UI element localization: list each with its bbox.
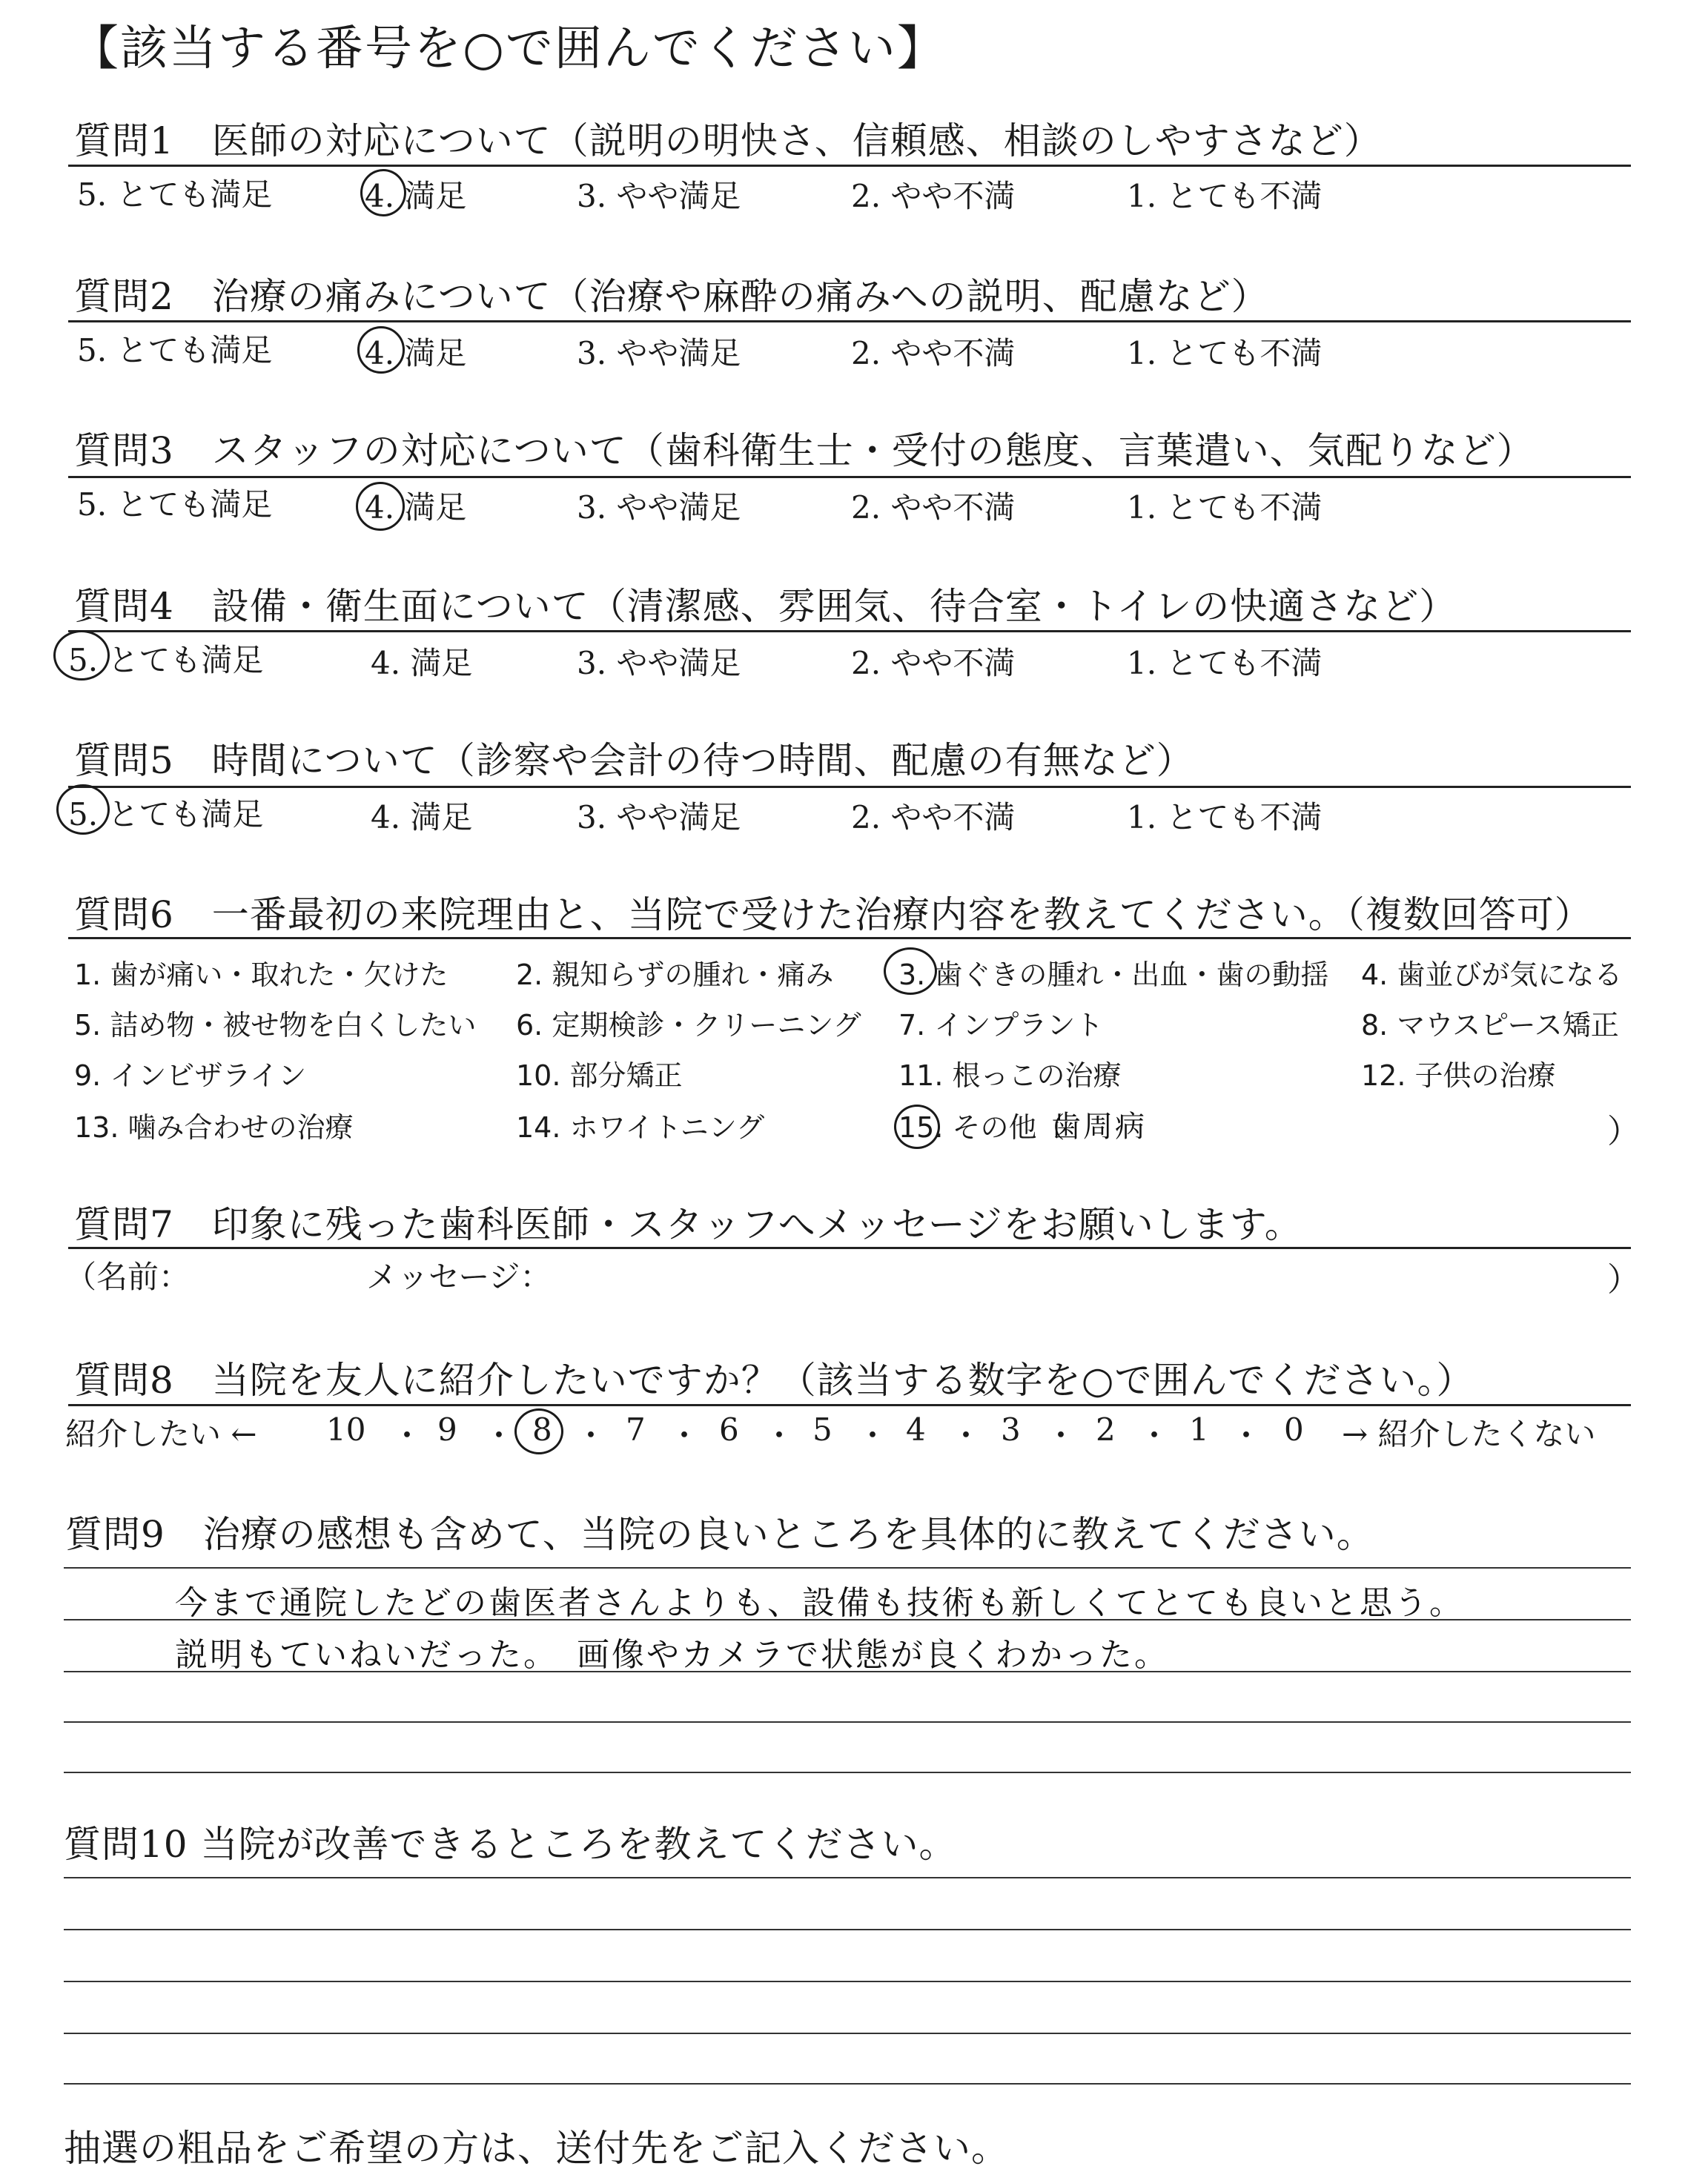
q7-name-label[interactable]: （名前： [65, 1259, 191, 1295]
q6-option-2[interactable]: 2. 親知らずの腫れ・痛み [516, 958, 834, 991]
q6-option-4[interactable]: 4. 歯並びが気になる [1361, 958, 1623, 991]
q8-rule [68, 1404, 1631, 1406]
q9-handwritten-line-1: 今まで通院したどの歯医者さんよりも、設備も技術も新しくてとても良いと思う。 [175, 1584, 1464, 1622]
q10-writing-line [64, 1929, 1631, 1930]
q10-writing-line [64, 1981, 1631, 1982]
q5-rule [68, 786, 1631, 788]
q10-writing-line [64, 1877, 1631, 1878]
q8-sep: ・ [391, 1417, 423, 1454]
q9-heading: 質問9 治療の感想も含めて、当院の良いところを具体的に教えてください。 [65, 1513, 1374, 1556]
q6-selection-circle-15 [894, 1105, 940, 1149]
q5-selection-circle [56, 784, 110, 835]
q6-option-7[interactable]: 7. インプラント [898, 1009, 1104, 1042]
q8-scale-3[interactable]: 3 [1001, 1411, 1021, 1448]
q3-rule [68, 476, 1631, 478]
q5-option-1[interactable]: 1. とても不満 [1127, 799, 1323, 835]
q3-heading: 質問3 スタッフの対応について（歯科衛生士・受付の態度、言葉遣い、気配りなど） [74, 429, 1535, 472]
q7-message-label[interactable]: メッセージ： [366, 1259, 552, 1295]
q6-option-6[interactable]: 6. 定期検診・クリーニング [516, 1009, 861, 1042]
q2-rule [68, 320, 1631, 322]
q8-sep: ・ [669, 1417, 701, 1454]
page-title: 【該当する番号を○で囲んでください】 [71, 21, 946, 76]
q2-option-1[interactable]: 1. とても不満 [1127, 335, 1323, 371]
q6-option-15[interactable]: 15. その他（ [898, 1111, 1065, 1144]
q3-option-3[interactable]: 3. やや満足 [577, 489, 741, 526]
q9-writing-line [64, 1619, 1631, 1620]
q10-heading: 質問10 当院が改善できるところを教えてください。 [64, 1823, 957, 1866]
q10-writing-line [64, 2033, 1631, 2034]
q4-selection-circle [53, 630, 110, 681]
q4-heading: 質問4 設備・衛生面について（清潔感、雰囲気、待合室・トイレの快適さなど） [74, 585, 1457, 628]
footer-note: 抽選の粗品をご希望の方は、送付先をご記入ください。 [64, 2127, 1009, 2170]
q8-sep: ・ [575, 1417, 607, 1454]
q1-selection-circle [360, 169, 406, 216]
q6-option-14[interactable]: 14. ホワイトニング [516, 1111, 765, 1144]
q8-scale-0[interactable]: 0 [1284, 1411, 1304, 1448]
q8-sep: ・ [1139, 1417, 1171, 1454]
q2-heading: 質問2 治療の痛みについて（治療や麻酔の痛みへの説明、配慮など） [74, 275, 1269, 318]
q6-option-5[interactable]: 5. 詰め物・被せ物を白くしたい [74, 1009, 477, 1042]
q8-heading: 質問8 当院を友人に紹介したいですか？（該当する数字を○で囲んでください。） [74, 1359, 1474, 1402]
q3-option-1[interactable]: 1. とても不満 [1127, 489, 1323, 526]
q1-heading: 質問1 医師の対応について（説明の明快さ、信頼感、相談のしやすさなど） [74, 119, 1382, 162]
q8-right-label: → 紹介したくない [1342, 1416, 1596, 1452]
q7-rule [68, 1247, 1631, 1249]
q9-handwritten-line-2: 説明もていねいだった。 画像やカメラで状態が良くわかった。 [175, 1636, 1169, 1674]
q4-option-4[interactable]: 4. 満足 [371, 645, 473, 681]
q8-selection-circle [514, 1408, 563, 1454]
q3-option-4[interactable]: 4. 満足 [365, 489, 467, 526]
q4-option-3[interactable]: 3. やや満足 [577, 645, 741, 681]
q6-option-8[interactable]: 8. マウスピース矯正 [1361, 1009, 1619, 1042]
q10-writing-line [64, 2083, 1631, 2085]
q6-option-3[interactable]: 3. 歯ぐきの腫れ・出血・歯の動揺 [898, 958, 1329, 991]
q8-scale-7[interactable]: 7 [626, 1411, 646, 1448]
q8-scale-6[interactable]: 6 [719, 1411, 739, 1448]
q8-scale-5[interactable]: 5 [812, 1411, 833, 1448]
q6-other-handwritten: 歯周病 [1051, 1110, 1147, 1144]
q1-rule [68, 165, 1631, 167]
q3-option-2[interactable]: 2. やや不満 [851, 489, 1016, 526]
q4-rule [68, 630, 1631, 632]
q6-other-close-paren: ） [1607, 1113, 1640, 1150]
q1-option-1[interactable]: 1. とても不満 [1127, 178, 1323, 214]
q2-option-2[interactable]: 2. やや不満 [851, 335, 1016, 371]
q9-writing-line [64, 1721, 1631, 1723]
q8-scale-2[interactable]: 2 [1096, 1411, 1116, 1448]
q9-writing-line [64, 1567, 1631, 1569]
q8-sep: ・ [1231, 1417, 1262, 1454]
q5-option-2[interactable]: 2. やや不満 [851, 799, 1016, 835]
q8-scale-9[interactable]: 9 [437, 1411, 457, 1448]
q2-option-3[interactable]: 3. やや満足 [577, 335, 741, 371]
q7-close-paren: ） [1607, 1261, 1640, 1299]
q3-selection-circle [356, 482, 405, 531]
q8-sep: ・ [483, 1417, 515, 1454]
q6-option-10[interactable]: 10. 部分矯正 [516, 1059, 683, 1092]
q8-sep: ・ [950, 1417, 982, 1454]
q8-scale-10[interactable]: 10 [326, 1411, 366, 1448]
q9-writing-line [64, 1671, 1631, 1672]
q6-rule [68, 937, 1631, 939]
q2-option-4[interactable]: 4. 満足 [365, 335, 467, 371]
q1-option-2[interactable]: 2. やや不満 [851, 178, 1016, 214]
q5-heading: 質問5 時間について（診察や会計の待つ時間、配慮の有無など） [74, 739, 1194, 782]
q4-option-5[interactable]: 5. とても満足 [68, 642, 264, 678]
q9-writing-line [64, 1772, 1631, 1773]
q8-sep: ・ [857, 1417, 889, 1454]
q1-option-5[interactable]: 5. とても満足 [77, 176, 273, 213]
q1-option-3[interactable]: 3. やや満足 [577, 178, 741, 214]
q5-option-3[interactable]: 3. やや満足 [577, 799, 741, 835]
q4-option-2[interactable]: 2. やや不満 [851, 645, 1016, 681]
q6-option-11[interactable]: 11. 根っこの治療 [898, 1059, 1122, 1092]
q8-sep: ・ [764, 1417, 795, 1454]
q6-selection-circle-3 [884, 947, 937, 995]
q5-option-4[interactable]: 4. 満足 [371, 799, 473, 835]
q6-option-9[interactable]: 9. インビザライン [74, 1059, 307, 1092]
q3-option-5[interactable]: 5. とても満足 [77, 486, 273, 523]
q6-option-1[interactable]: 1. 歯が痛い・取れた・欠けた [74, 958, 448, 991]
q8-scale-8[interactable]: 8 [532, 1411, 552, 1448]
q8-scale-1[interactable]: 1 [1189, 1411, 1209, 1448]
q6-option-13[interactable]: 13. 噛み合わせの治療 [74, 1111, 354, 1144]
q2-selection-circle [357, 326, 405, 374]
q4-option-1[interactable]: 1. とても不満 [1127, 645, 1323, 681]
q8-left-label: 紹介したい ← [65, 1416, 257, 1452]
q6-option-12[interactable]: 12. 子供の治療 [1361, 1059, 1556, 1092]
q5-option-5[interactable]: 5. とても満足 [68, 796, 264, 832]
q8-scale-4[interactable]: 4 [906, 1411, 926, 1448]
q1-option-4[interactable]: 4. 満足 [365, 178, 467, 214]
q6-heading: 質問6 一番最初の来院理由と、当院で受けた治療内容を教えてください。（複数回答可） [74, 893, 1592, 936]
q2-option-5[interactable]: 5. とても満足 [77, 332, 273, 368]
q7-heading: 質問7 印象に残った歯科医師・スタッフへメッセージをお願いします。 [74, 1203, 1302, 1246]
q8-sep: ・ [1045, 1417, 1077, 1454]
